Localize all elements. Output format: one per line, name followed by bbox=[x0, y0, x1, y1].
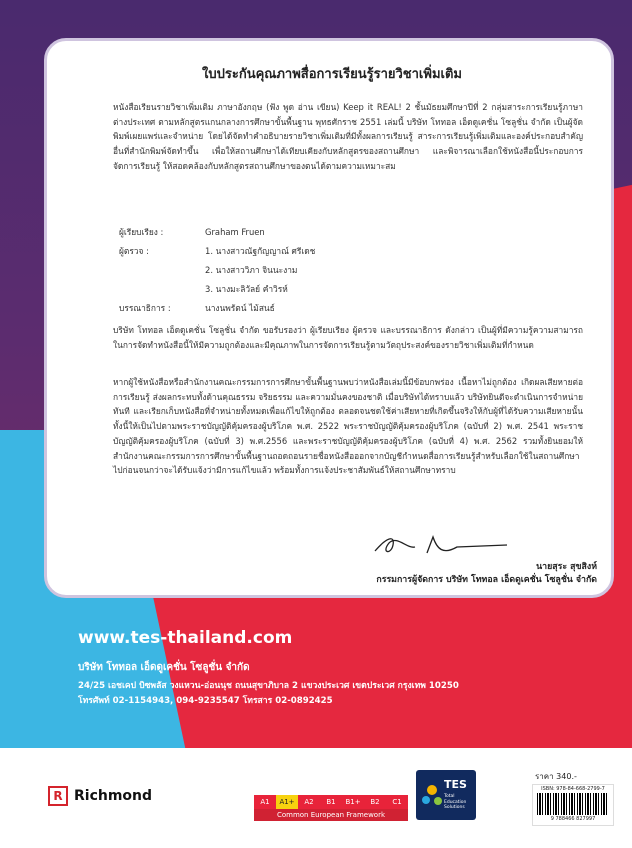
richmond-icon: R bbox=[48, 786, 68, 806]
cefr-level: A1 bbox=[254, 795, 276, 809]
tes-icon bbox=[419, 780, 445, 810]
signature-icon bbox=[367, 529, 517, 561]
cefr-level: B1+ bbox=[342, 795, 364, 809]
signer-block bbox=[297, 561, 597, 587]
richmond-logo bbox=[48, 786, 152, 806]
cefr-level-current: A1+ bbox=[276, 795, 298, 809]
certification-paragraph: บริษัท โททอล เอ็ดดูเคชั่น โซลูชั่น จำกัด ขอรับรองว่า ผู้เรียบเรียง ผู้ตรวจ และบรรณาธิการ ดังกล่าว เป็นผู้ที่มีความรู้ความสามารถในการจัดทำหนังสือนี้ให้มีความถูกต้องและมีคุณภาพในการจัดการเรียนรู้ตามวัตถุประสงค์ของรายวิชาเพิ่มเติมที่กำหนด bbox=[113, 325, 583, 350]
author-name: Graham Fruen bbox=[205, 226, 265, 237]
reviewer-2: 2. นางสาววิภา จินนะงาม bbox=[205, 264, 298, 275]
barcode bbox=[532, 784, 614, 826]
editor-name: นางนพรัตน์ ไม้สนธ์ bbox=[205, 302, 275, 313]
certificate-title: ใบประกันคุณภาพสื่อการเรียนรู้รายวิชาเพิ่มเติม bbox=[202, 67, 462, 82]
cefr-level: B2 bbox=[364, 795, 386, 809]
cefr-level: C1 bbox=[386, 795, 408, 809]
website-link[interactable]: www.tes-thailand.com bbox=[78, 628, 293, 648]
company-name: บริษัท โททอล เอ็ดดูเคชั่น โซลูชั่น จำกัด bbox=[78, 662, 250, 673]
price-label: ราคา 340.- bbox=[535, 772, 577, 781]
reviewer-3: 3. นางมะลิวัลย์ คำวิรห์ bbox=[205, 283, 288, 294]
tes-subtitle: Total Education Solutions bbox=[444, 794, 467, 810]
tes-logo bbox=[416, 770, 476, 820]
address: 24/25 เอชเคป บิซพลัส วงแหวน-อ่อนนุช ถนนสุขาภิบาล 2 แขวงประเวศ เขตประเวศ กรุงเทพ 10250 bbox=[78, 681, 459, 691]
certificate-card bbox=[44, 38, 614, 598]
barcode-number: 9 788466 827997 bbox=[550, 816, 596, 822]
phone: โทรศัพท์ 02-1154943, 094-9235547 โทรสาร 02-0892425 bbox=[78, 696, 333, 706]
brand-name: Richmond bbox=[74, 788, 153, 804]
cefr-level: B1 bbox=[320, 795, 342, 809]
contact-block bbox=[78, 679, 459, 709]
isbn-text: ISBN: 978-84-668-2799-7 bbox=[541, 786, 605, 792]
tes-text: TES bbox=[444, 778, 467, 791]
signer-name: นายสุระ สุขสิงห์ bbox=[536, 562, 597, 572]
reviewer-label: ผู้ตรวจ : bbox=[119, 245, 149, 256]
cefr-level: A2 bbox=[298, 795, 320, 809]
author-label: ผู้เรียบเรียง : bbox=[119, 226, 164, 237]
barcode-bars-icon bbox=[537, 793, 609, 815]
cefr-scale bbox=[254, 795, 408, 809]
liability-paragraph: หากผู้ใช้หนังสือหรือสำนักงานคณะกรรมการการศึกษาขั้นพื้นฐานพบว่าหนังสือเล่มนี้มีข้อบกพร่อง เนื้อหาไม่ถูกต้อง เกิดผลเสียหายต่อการเรียนรู้ ส่งผลกระทบทั้งด้านคุณธรรม จริยธรรม และความมั่นคงของชาติ เมื่อบริษัทได้ทราบแล้ว บริษัทยินดีจะดำเนินการจำหน่ายทันที และเรียกเก็บหนังสือที่จำหน่ายทั้งหมดเพื่อแก้ไขให้ถูกต้อง ตลอดจนชดใช้ค่าเสียหายที่เกิดขึ้นจริงให้กับผู้ที่ได้รับความเสียหายนั้น ทั้งนี้ให้เป็นไปตามพระราชบัญญัติคุ้มครองผู้บริโภค พ.ศ. 2522 พระราชบัญญัติคุ้มครองผู้บริโภค (ฉบับที่ 2) พ.ศ. 2541 พระราชบัญญัติคุ้มครองผู้บริโภค (ฉบับที่ 3) พ.ศ.2556 และพระราชบัญญัติคุ้มครองผู้บริโภค (ฉบับที่ 4) พ.ศ. 2562 รวมทั้งยินยอมให้สำนักงานคณะกรรมการการศึกษาขั้นพื้นฐานถอดถอนรายชื่อหนังสือออกจากบัญชีกำหนดสื่อการเรียนรู้สำหรับเลือกใช้ในสถานศึกษาไปก่อนจนกว่าจะได้รับแจ้งว่ามีการแก้ไขแล้ว พร้อมทั้งการแจ้งประชาสัมพันธ์ให้สถานศึกษาทราบ bbox=[113, 377, 583, 476]
signer-title: กรรมการผู้จัดการ บริษัท โททอล เอ็ดดูเคชั่น โซลูชั่น จำกัด bbox=[376, 575, 597, 585]
intro-paragraph: หนังสือเรียนรายวิชาเพิ่มเติม ภาษาอังกฤษ (ฟัง พูด อ่าน เขียน) Keep it REAL! 2 ชั้นมัธยมศึกษาปีที่ 2 กลุ่มสาระการเรียนรู้ภาษาต่างประเทศ ตามหลักสูตรแกนกลางการศึกษาขั้นพื้นฐาน พุทธศักราช 2551 เล่มนี้ บริษัท โททอล เอ็ดดูเคชั่น โซลูชั่น จำกัด เป็นผู้จัดพิมพ์เผยแพร่และจำหน่าย โดยได้จัดทำคำอธิบายรายวิชาเพิ่มเติมที่มีทั้งผลการเรียนรู้ สาระการเรียนรู้เพิ่มเติมและองค์ประกอบสำคัญอื่นที่สำนักพิมพ์จัดทำขึ้น เพื่อให้สถานศึกษาได้เทียบเคียงกับหลักสูตรของสถานศึกษา และพิจารณาเลือกใช้หนังสือนี้ประกอบการจัดการเรียนรู้ ให้สอดคล้องกับหลักสูตรสถานศึกษาของตนได้ตามความเหมาะสม bbox=[113, 102, 583, 171]
credits-list bbox=[119, 222, 315, 317]
editor-label: บรรณาธิการ : bbox=[119, 302, 171, 313]
cefr-label: Common European Framework bbox=[254, 809, 408, 821]
reviewer-1: 1. นางสาวณัฐกัญญาณ์ ศรีเดช bbox=[205, 245, 316, 256]
